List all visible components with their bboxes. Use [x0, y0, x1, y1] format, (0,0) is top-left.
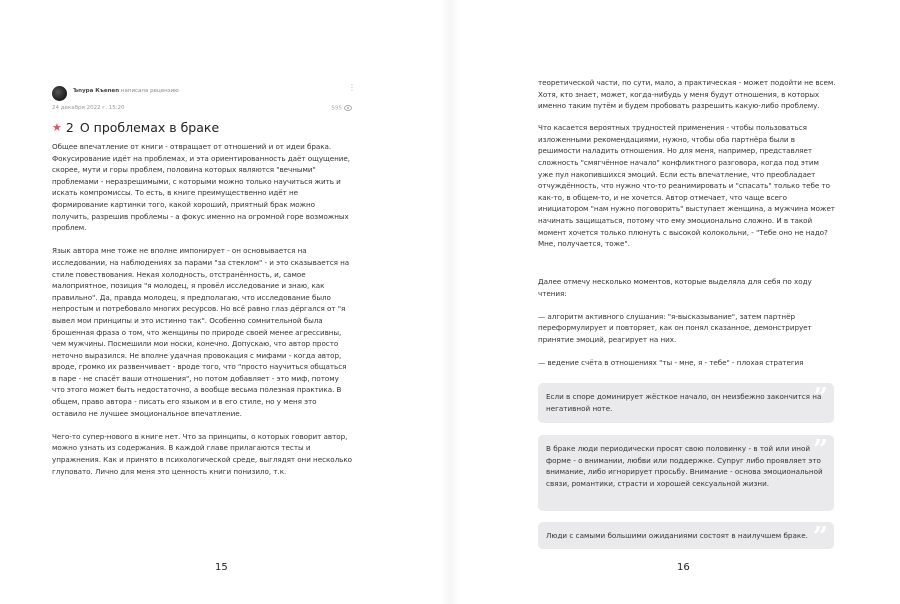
- more-options-icon[interactable]: ⋮: [348, 83, 356, 92]
- review-paragraph: Что касается вероятных трудностей применения - чтобы пользоваться изложенными рекомендациями, нужно, чтобы оба партнёра были в решимости наладить отношения. Но для меня, например, представляет сложность "смягчённое начало" конфликтного разговора, когда под этим уже пул накопившихся эмоций. Если есть впечатление, что преобладает отчуждённость, что нужно что-то реанимировать и "спасать" только тебе то как-то, в общем-то, и не хочется. Автор отмечает, что чаще всего инициатором "нам нужно поговорить" выступает женщина, а мужчина может начинать защищаться, потому что ему эмоционально сложно. И в такой момент хочется только плюнуть с высокой колокольни, - "Тебе оно не надо? Мне, получается, тоже".: [538, 123, 835, 249]
- continued-text: [538, 77, 836, 260]
- quote-icon: ”: [813, 522, 828, 552]
- quote-icon: ”: [813, 383, 828, 413]
- rating-value: 2: [65, 120, 74, 135]
- review-paragraph: Общее впечатление от книги - отвращает от отношений и от идеи брака. Фокусирование идёт на проблемах, и эта ориентированность даёт ощущение, скорее, мути и горы проблем, половина которых являются "вечными" проблемами - неразрешимыми, с которыми можно только научиться жить и искать компромиссы. То есть, в книге преимущественно идёт не формирование картинки того, какой хороший, приятный брак можно получить, разрешив проблемы - а фокус именно на огромной горе возможных проблем.: [52, 142, 351, 233]
- quote-block: [538, 383, 834, 423]
- moments-intro: Далее отмечу несколько моментов, которые выделяла для себя по ходу чтения:: [538, 277, 812, 298]
- post-date: 24 декабря 2022 г. 15:20: [52, 105, 125, 111]
- page-number: 15: [215, 562, 228, 573]
- title-text: О проблемах в браке: [79, 120, 220, 135]
- quote-text: Люди с самыми большими ожиданиями состоят в наилучшем браке.: [546, 531, 808, 540]
- moment-item: — ведение счёта в отношениях "ты - мне, я - тебе" - плохая стратегия: [538, 358, 804, 368]
- quote-text: Если в споре доминирует жёсткое начало, он неизбежно закончится на негативной ноте.: [546, 392, 822, 413]
- moments-list: [538, 276, 838, 380]
- author-action: написала рецензию: [120, 88, 179, 94]
- quote-block: [538, 435, 834, 511]
- star-icon: ★: [52, 121, 62, 134]
- page-number: 16: [677, 562, 690, 573]
- moment-item: — алгоритм активного слушания: "я-высказывание", затем партнёр переформулирует и повторяет, как он понял сказанное, демонстрирует принятие эмоций, реагирует на них.: [538, 311, 812, 344]
- review-paragraph: Язык автора мне тоже не вполне импонирует - он основывается на исследовании, на наблюдениях за парами "за стеклом" - и это сказывается на стиле повествования. Некая холодность, отстранённость, и, самое малоприятное, позиция "я молодец, я провёл исследование и знаю, как правильно". Да, правда молодец, я предполагаю, что исследование было непростым и потребовало многих ресурсов. Но всё равно глаз дёргался от "я вывел мои принципы и это истинно так". Особенно сомнительной была брошенная фраза о том, что женщины по природе своей менее агрессивны, чем мужчины. Посмешили мои носки, конечно. Допускаю, что автор просто неточно выразился. Не вполне удачная провокация с мифами - когда автор, вроде, громко их развенчивает - вроде того, что "просто научиться общаться в паре - не спасёт ваши отношения", но потом добавляет - это миф, потому что этого может быть недостаточно, а вообще весьма полезная практика. В общем, право автора - писать его языком и в его стиле, но у меня это оставило не лучшее эмоциональное впечатление.: [52, 246, 350, 418]
- quote-icon: ”: [813, 435, 828, 465]
- review-paragraph: Чего-то супер-нового в книге нет. Что за принципы, о которых говорит автор, можно узнать из содержания. В каждой главе прилагаются тесты и упражнения. Как и принято в психологической среде, выглядят они несколько глуповато. Лично для меня это ценность книги понизило, т.к.: [52, 431, 352, 476]
- views-value: 595: [331, 105, 342, 112]
- author-name[interactable]: Ъnура Къеnen: [73, 88, 120, 94]
- quote-block: [538, 522, 834, 552]
- quote-text: В браке люди периодически просят свою половинку - в той или иной форме - о внимании, любви или поддержке. Супруг либо проявляет это внимание, либо игнорирует просьбу. Внимание - основа эмоциональной связи, романтики, страсти и хорошей сексуальной жизни.: [546, 444, 823, 488]
- review-paragraph: теоретической части, по сути, мало, а практическая - может подойти не всем. Хотя, кто знает, может, когда-нибудь у меня будут отношения, в которых именно таким путём и будем пробовать разрешить какую-либо проблему.: [538, 78, 836, 111]
